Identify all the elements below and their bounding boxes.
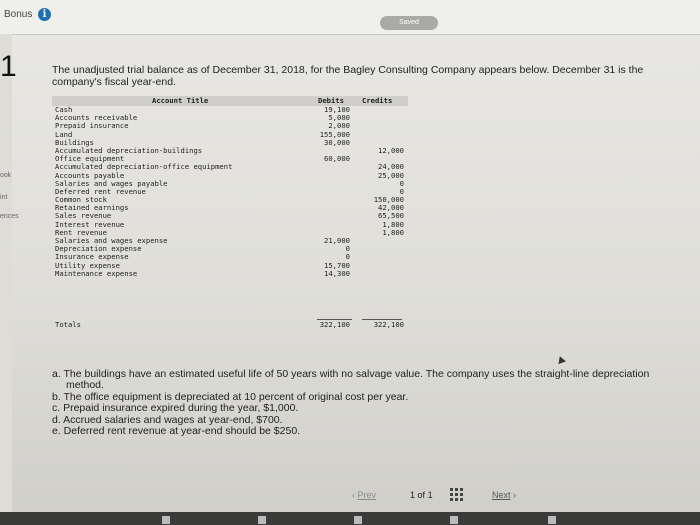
account-name: Insurance expense [55, 252, 129, 262]
table-row [52, 138, 408, 146]
account-name: Maintenance expense [55, 268, 138, 278]
table-row [52, 236, 408, 244]
info-icon[interactable]: i [38, 8, 51, 21]
table-row [52, 269, 408, 277]
side-tab-references[interactable]: ences [0, 213, 19, 220]
taskbar-app-icon[interactable] [450, 516, 458, 524]
assignment-title: Bonus [4, 9, 33, 20]
credit-amount: 12,000 [378, 145, 404, 155]
credit-amount: 0 [399, 186, 404, 196]
page-of-label: of [417, 490, 426, 500]
side-tab-print[interactable]: int [0, 194, 8, 201]
debit-amount: 2,000 [328, 121, 350, 131]
trial-balance-table [52, 94, 408, 336]
credit-amount: 42,000 [378, 203, 404, 213]
taskbar-app-icon[interactable] [258, 516, 266, 524]
page-current: 1 [410, 490, 416, 500]
debit-amount: 21,000 [324, 236, 350, 245]
account-name: Accounts payable [55, 170, 125, 180]
table-row [52, 179, 408, 187]
table-row [52, 121, 408, 129]
next-label: Next [492, 490, 511, 500]
account-name: Utility expense [55, 260, 120, 270]
debit-amount: 19,100 [324, 105, 350, 114]
account-name: Cash [55, 105, 73, 114]
note-item: a. The buildings have an estimated useful life of 50 years with no salvage value. The company uses the straight-line depreciation method. [52, 368, 650, 392]
account-name: Accounts receivable [55, 113, 138, 123]
trial-balance-totals [52, 320, 408, 330]
table-row [52, 162, 408, 170]
account-name: Depreciation expense [55, 244, 142, 254]
account-name: Deferred rent revenue [55, 186, 146, 196]
bottom-taskbar [0, 512, 700, 525]
side-tab-ebook[interactable]: ook [0, 172, 12, 179]
pagination [352, 488, 552, 504]
debit-amount: 60,000 [324, 154, 350, 164]
note-item: d. Accrued salaries and wages at year-end, $700. [52, 413, 283, 426]
header-account-title: Account Title [152, 96, 209, 105]
credit-amount: 24,000 [378, 162, 404, 172]
account-name: Land [55, 129, 73, 139]
totals-debit: 322,100 [319, 320, 350, 329]
account-name: Salaries and wages expense [55, 236, 168, 245]
credit-amount: 0 [399, 178, 404, 188]
account-name: Salaries and wages payable [55, 178, 168, 188]
account-name: Accumulated depreciation-office equipment [55, 162, 233, 172]
account-name: Accumulated depreciation-buildings [55, 145, 203, 155]
table-row [52, 252, 408, 260]
prev-label: Prev [357, 490, 377, 500]
taskbar-app-icon[interactable] [354, 516, 362, 524]
totals-credit: 322,100 [373, 320, 404, 329]
note-item: c. Prepaid insurance expired during the year, $1,000. [52, 402, 299, 415]
credit-amount: 1,800 [382, 227, 404, 237]
left-side-panel [0, 34, 12, 525]
note-item: e. Deferred rent revenue at year-end should be $250. [52, 425, 301, 438]
prev-button[interactable] [352, 490, 376, 500]
note-item: b. The office equipment is depreciated at 10 percent of original cost per year. [52, 390, 409, 403]
table-row [52, 171, 408, 179]
account-name: Sales revenue [55, 211, 112, 221]
debit-amount: 5,000 [328, 113, 350, 123]
problem-statement: The unadjusted trial balance as of December 31, 2018, for the Bagley Consulting Company appears below. December 31 is the company's fiscal year-end. [52, 64, 644, 88]
account-name: Retained earnings [55, 203, 129, 213]
mouse-cursor-icon [556, 355, 566, 364]
debit-amount: 155,000 [319, 129, 350, 139]
adjustment-notes [52, 369, 662, 437]
table-row [52, 146, 408, 154]
debit-amount: 0 [345, 252, 350, 262]
credit-amount: 65,500 [378, 211, 404, 221]
table-row [52, 244, 408, 252]
table-row [52, 261, 408, 269]
table-row [52, 211, 408, 219]
table-row [52, 130, 408, 138]
page-indicator [410, 490, 433, 500]
saved-status-badge: Saved [380, 16, 438, 30]
page-total: 1 [427, 490, 433, 500]
account-name: Rent revenue [55, 227, 107, 237]
debit-amount: 15,700 [324, 260, 350, 270]
account-name: Office equipment [55, 154, 125, 164]
account-name: Buildings [55, 137, 94, 147]
grid-icon[interactable] [450, 488, 464, 502]
header-credits: Credits [362, 96, 393, 105]
credit-amount: 150,000 [373, 195, 404, 205]
chevron-right-icon: › [510, 490, 517, 500]
account-name: Interest revenue [55, 219, 125, 229]
chevron-left-icon: ‹ [352, 490, 358, 500]
debit-amount: 14,300 [324, 268, 350, 278]
table-row [52, 105, 408, 113]
account-name: Common stock [55, 195, 107, 205]
table-row [52, 220, 408, 228]
table-row [52, 203, 408, 211]
top-bar [0, 0, 700, 35]
table-row [52, 154, 408, 162]
table-row [52, 228, 408, 236]
table-row [52, 195, 408, 203]
header-debits: Debits [318, 96, 344, 105]
table-row [52, 187, 408, 195]
taskbar-app-icon[interactable] [162, 516, 170, 524]
account-name: Prepaid insurance [55, 121, 129, 131]
taskbar-app-icon[interactable] [548, 516, 556, 524]
table-row [52, 113, 408, 121]
debit-amount: 30,000 [324, 137, 350, 147]
debit-amount: 0 [345, 244, 350, 254]
next-button[interactable] [492, 490, 516, 500]
totals-label: Totals [55, 320, 81, 329]
credit-amount: 1,800 [382, 219, 404, 229]
question-number: 1 [0, 50, 17, 83]
credit-amount: 25,000 [378, 170, 404, 180]
trial-balance-rows [52, 105, 408, 277]
